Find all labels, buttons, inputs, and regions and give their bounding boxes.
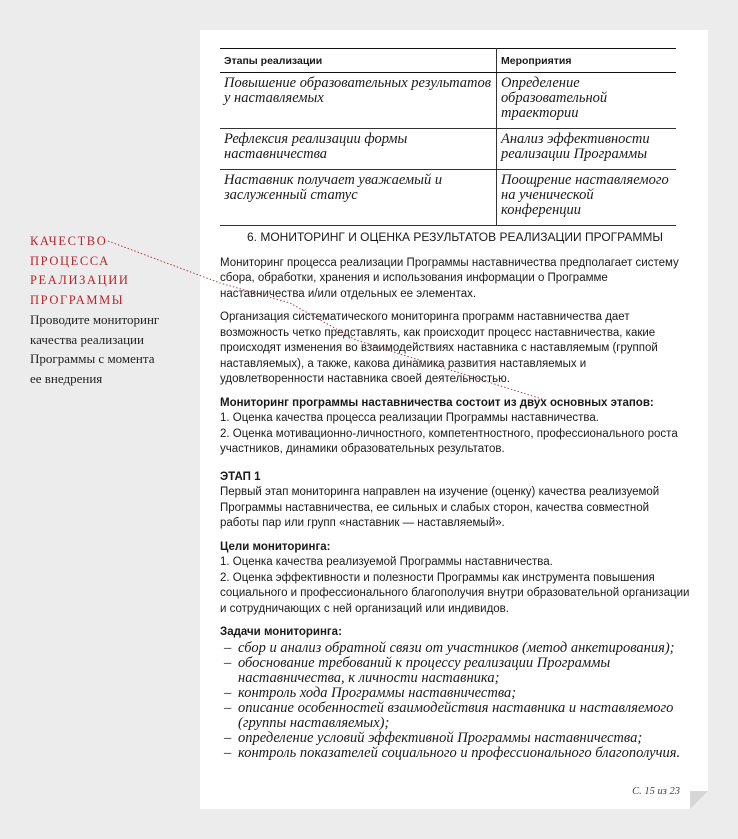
table-cell: Рефлексия реализации формы наставничества [220, 129, 497, 170]
goals-heading: Цели мониторинга: [220, 540, 331, 553]
column-header-activities: Мероприятия [497, 49, 677, 73]
list-item: – контроль хода Программы наставничества; [220, 686, 690, 701]
tasks-heading: Задачи мониторинга: [220, 626, 342, 638]
list-item: 2. Оценка мотивационно-личностного, компетентностного, профессионального роста участников, динамики образовательных результатов. [220, 427, 678, 455]
table-cell: Анализ эффективности реализации Программы [497, 129, 677, 170]
page-number: С. 15 из 23 [632, 786, 680, 797]
list-item: – обоснование требований к процессу реализации Программы наставничества, к личности наставника; [220, 656, 690, 686]
dotted-connector-line [108, 241, 545, 400]
column-header-stages: Этапы реализации [220, 49, 497, 73]
side-note-highlight: КАЧЕСТВО [30, 234, 108, 248]
paragraph: Мониторинг процесса реализации Программы наставничества предполагает систему сбора, обработки, хранения и использования информации о Программе наставничества и/или отдельных ее элементах. [220, 256, 679, 300]
list-item: 1. Оценка качества реализуемой Программы наставничества. [220, 556, 553, 568]
table-cell: Повышение образовательных результатов у наставляемых [220, 73, 497, 129]
side-note-highlight: ПРОЦЕССА [30, 253, 110, 268]
side-note-highlight: РЕАЛИЗАЦИИ [30, 273, 130, 287]
list-item: 1. Оценка качества процесса реализации Программы наставничества. [220, 412, 600, 424]
section-title: 6. МОНИТОРИНГ И ОЦЕНКА РЕЗУЛЬТАТОВ РЕАЛИЗАЦИИ ПРОГРАММЫ [247, 230, 663, 244]
side-note-highlight: ПРОГРАММЫ [30, 292, 125, 307]
stage1-title: ЭТАП 1 [220, 470, 261, 483]
table-cell: Определение образовательной траектории [497, 73, 677, 129]
side-note-text: Проводите мониторинг [30, 312, 160, 327]
side-note-text: Программы с момента [30, 351, 155, 366]
table-cell: Наставник получает уважаемый и заслуженный статус [220, 170, 497, 226]
stages-heading: Мониторинг программы наставничества состоит из двух основных этапов: [220, 396, 654, 409]
side-note-text: ее внедрения [30, 370, 103, 386]
list-item: 2. Оценка эффективности и полезности Программы как инструмента повышения социального и профессионального благополучия внутри образовательной организации и сотрудничающих с ней организаций или индивидов. [220, 571, 690, 615]
table-cell: Поощрение наставляемого на ученической конференции [497, 170, 677, 226]
paragraph: Организация систематического мониторинга программ наставничества дает возможность четко представлять, как происходит процесс наставничества, какие происходят изменения во взаимодействиях наставника с наставляемым (группой наставляемых), а также, какова динамика развития наставляемых и удовлетворенности наставника своей деятельностью. [220, 311, 658, 385]
list-item: – определение условий эффективной Программы наставничества; [220, 731, 690, 746]
paragraph: Первый этап мониторинга направлен на изучение (оценку) качества реализуемой Программы наставничества, ее сильных и слабых сторон, качества совместной работы пар или групп «наставник — наставляемый». [220, 486, 660, 529]
list-item: – сбор и анализ обратной связи от участников (метод анкетирования); [220, 641, 690, 656]
list-item: – контроль показателей социального и профессионального благополучия. [220, 746, 690, 761]
list-item: – описание особенностей взаимодействия наставника и наставляемого (группы наставляемых); [220, 701, 690, 731]
side-note-text: качества реализации [30, 331, 144, 347]
